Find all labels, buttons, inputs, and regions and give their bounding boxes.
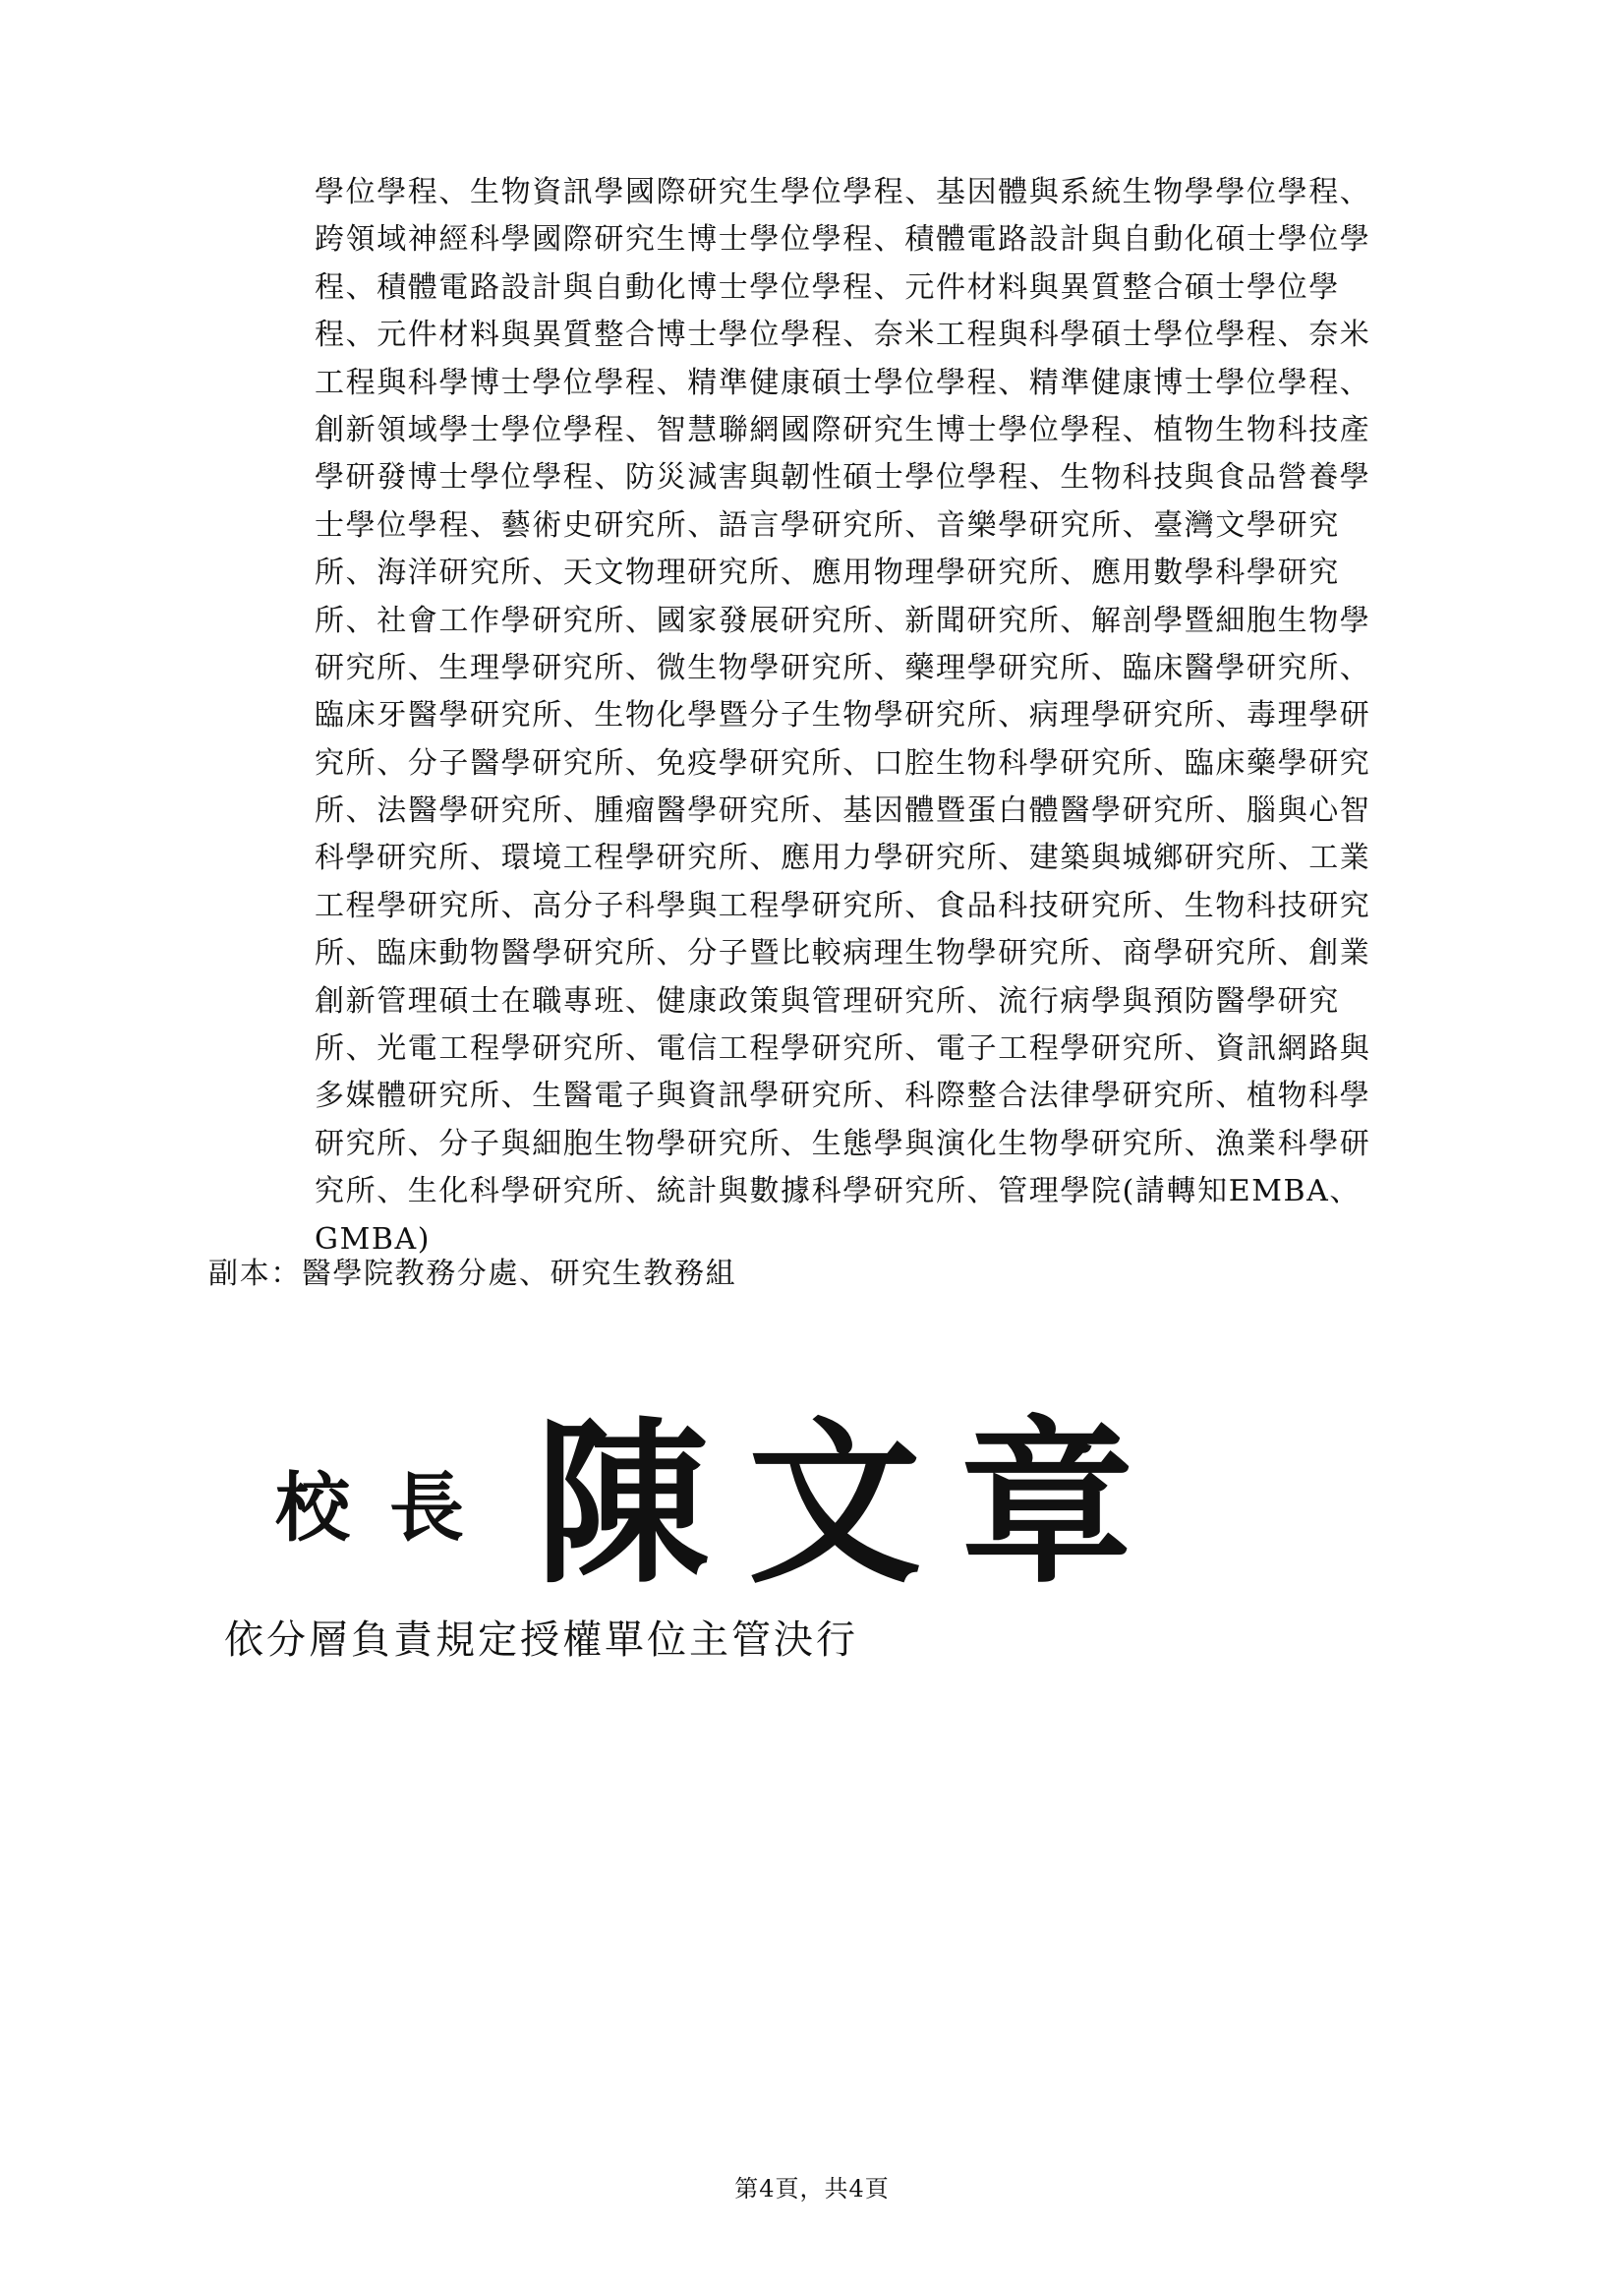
recipient-line: 學研發博士學位學程、防災減害與韌性碩士學位學程、生物科技與食品營養學: [315, 460, 1371, 496]
recipient-line: 臨床牙醫學研究所、生物化學暨分子生物學研究所、病理學研究所、毒理學研: [315, 698, 1371, 734]
signature-block: [265, 1396, 1229, 1632]
recipient-line: 研究所、分子與細胞生物學研究所、生態學與演化生物學研究所、漁業科學研: [315, 1126, 1371, 1161]
recipient-line: 程、元件材料與異質整合博士學位學程、奈米工程與科學碩士學位學程、奈米: [315, 318, 1371, 353]
recipient-line: 研究所、生理學研究所、微生物學研究所、藥理學研究所、臨床醫學研究所、: [315, 650, 1371, 685]
signature-title: 校長: [275, 1464, 503, 1552]
recipient-line: 跨領域神經科學國際研究生博士學位學程、積體電路設計與自動化碩士學位學: [315, 222, 1371, 258]
recipient-line: 所、海洋研究所、天文物理研究所、應用物理學研究所、應用數學科學研究: [315, 556, 1340, 591]
recipient-line: 工程與科學博士學位學程、精準健康碩士學位學程、精準健康博士學位學程、: [315, 365, 1371, 400]
recipient-line: 所、光電工程學研究所、電信工程學研究所、電子工程學研究所、資訊網路與: [315, 1031, 1371, 1067]
recipient-line: 工程學研究所、高分子科學與工程學研究所、食品科技研究所、生物科技研究: [315, 888, 1371, 923]
recipient-list: [315, 169, 1455, 1263]
recipient-line: 學位學程、生物資訊學國際研究生學位學程、基因體與系統生物學學位學程、: [315, 175, 1371, 209]
recipient-line: 多媒體研究所、生醫電子與資訊學研究所、科際整合法律學研究所、植物科學: [315, 1079, 1371, 1114]
recipient-line: 究所、分子醫學研究所、免疫學研究所、口腔生物科學研究所、臨床藥學研究: [315, 745, 1371, 781]
recipient-line: 創新領域學士學位學程、智慧聯網國際研究生博士學位學程、植物生物科技產: [315, 412, 1371, 447]
recipient-line: 科學研究所、環境工程學研究所、應用力學研究所、建築與城鄉研究所、工業: [315, 841, 1371, 876]
recipient-line: 創新管理碩士在職專班、健康政策與管理研究所、流行病學與預防醫學研究: [315, 983, 1340, 1019]
cc-line: 副本：醫學院教務分處、研究生教務組: [208, 1257, 737, 1291]
recipient-line: 所、法醫學研究所、腫瘤醫學研究所、基因體暨蛋白體醫學研究所、腦與心智: [315, 793, 1371, 829]
recipient-line: 士學位學程、藝術史研究所、語言學研究所、音樂學研究所、臺灣文學研究: [315, 507, 1340, 543]
recipient-line: 所、臨床動物醫學研究所、分子暨比較病理生物學研究所、商學研究所、創業: [315, 936, 1371, 971]
recipient-line: 所、社會工作學研究所、國家發展研究所、新聞研究所、解剖學暨細胞生物學: [315, 603, 1371, 638]
authorization-note: 依分層負責規定授權單位主管決行: [224, 1617, 858, 1663]
recipient-line: GMBA): [315, 1221, 432, 1257]
signature-name: 陳文章: [536, 1399, 1174, 1608]
recipient-line: 程、積體電路設計與自動化博士學位學程、元件材料與異質整合碩士學位學: [315, 269, 1340, 305]
recipient-line: 究所、生化科學研究所、統計與數據科學研究所、管理學院(請轉知EMBA、: [315, 1174, 1362, 1209]
page-number: 第4頁，共4頁: [734, 2175, 890, 2203]
